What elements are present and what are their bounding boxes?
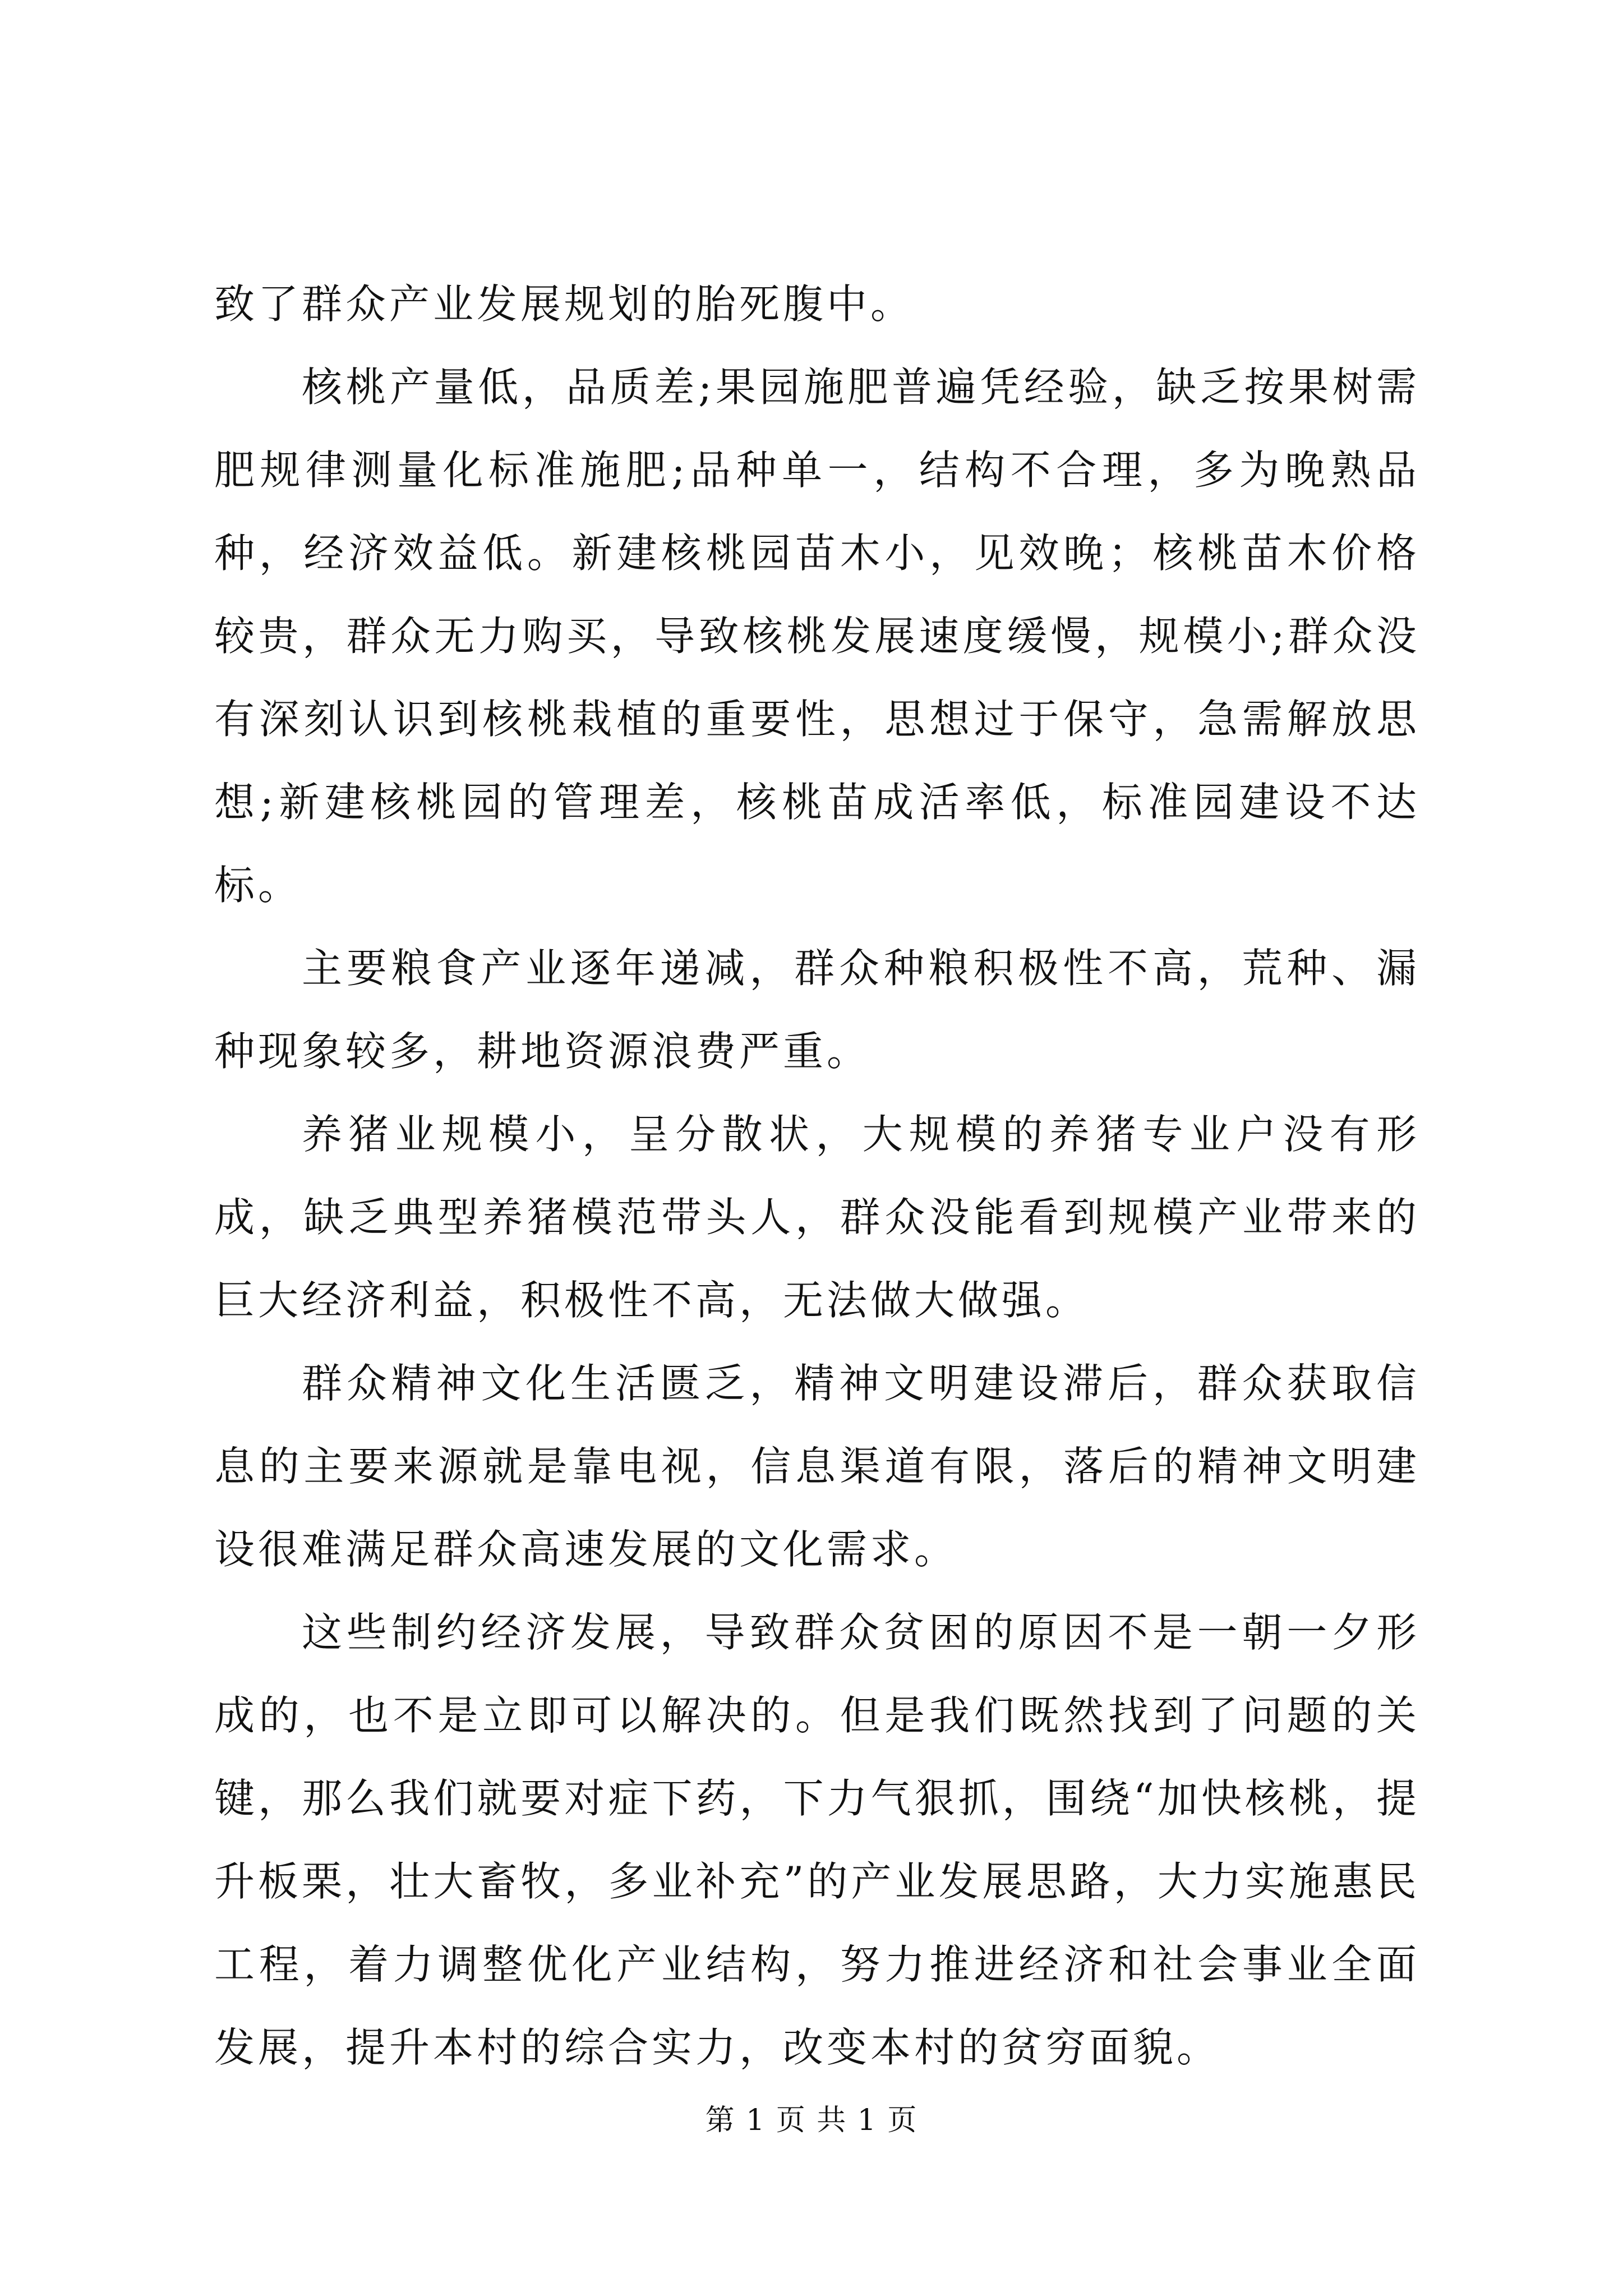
paragraph-walnut: 核桃产量低，品质差;果园施肥普遍凭经验，缺乏按果树需肥规律测量化标准施肥;品种单一，结构不合理，多为晚熟品种，经济效益低。新建核桃园苗木小，见效晚；核桃苗木价格较贵，群众无力购买，导致核桃发展速度缓慢，规模小;群众没有深刻认识到核桃栽植的重要性，思想过于保守，急需解放思想;新建核桃园的管理差，核桃苗成活率低，标准园建设不达标。: [214, 364, 1420, 909]
paragraph-conclusion: 这些制约经济发展，导致群众贫困的原因不是一朝一夕形成的，也不是立即可以解决的。但是我们既然找到了问题的关键，那么我们就要对症下药，下力气狠抓，围绕“加快核桃，提升板栗，壮大畜牧，多业补充”的产业发展思路，大力实施惠民工程，着力调整优化产业结构，努力推进经济和社会事业全面发展，提升本村的综合实力，改变本村的贫穷面貌。: [214, 1609, 1420, 2071]
paragraph-culture: 群众精神文化生活匮乏，精神文明建设滞后，群众获取信息的主要来源就是靠电视，信息渠道有限，落后的精神文明建设很难满足群众高速发展的文化需求。: [214, 1360, 1420, 1573]
paragraph-grain: 主要粮食产业逐年递减，群众种粮积极性不高，荒种、漏种现象较多，耕地资源浪费严重。: [214, 945, 1420, 1075]
paragraph-pig-farming: 养猪业规模小，呈分散状，大规模的养猪专业户没有形成，缺乏典型养猪模范带头人，群众没能看到规模产业带来的巨大经济利益，积极性不高，无法做大做强。: [214, 1111, 1420, 1324]
document-body: [214, 263, 1420, 2089]
page-footer: 第 1 页 共 1 页: [705, 2104, 918, 2137]
paragraph-continuation: 致了群众产业发展规划的胎死腹中。: [214, 280, 915, 328]
